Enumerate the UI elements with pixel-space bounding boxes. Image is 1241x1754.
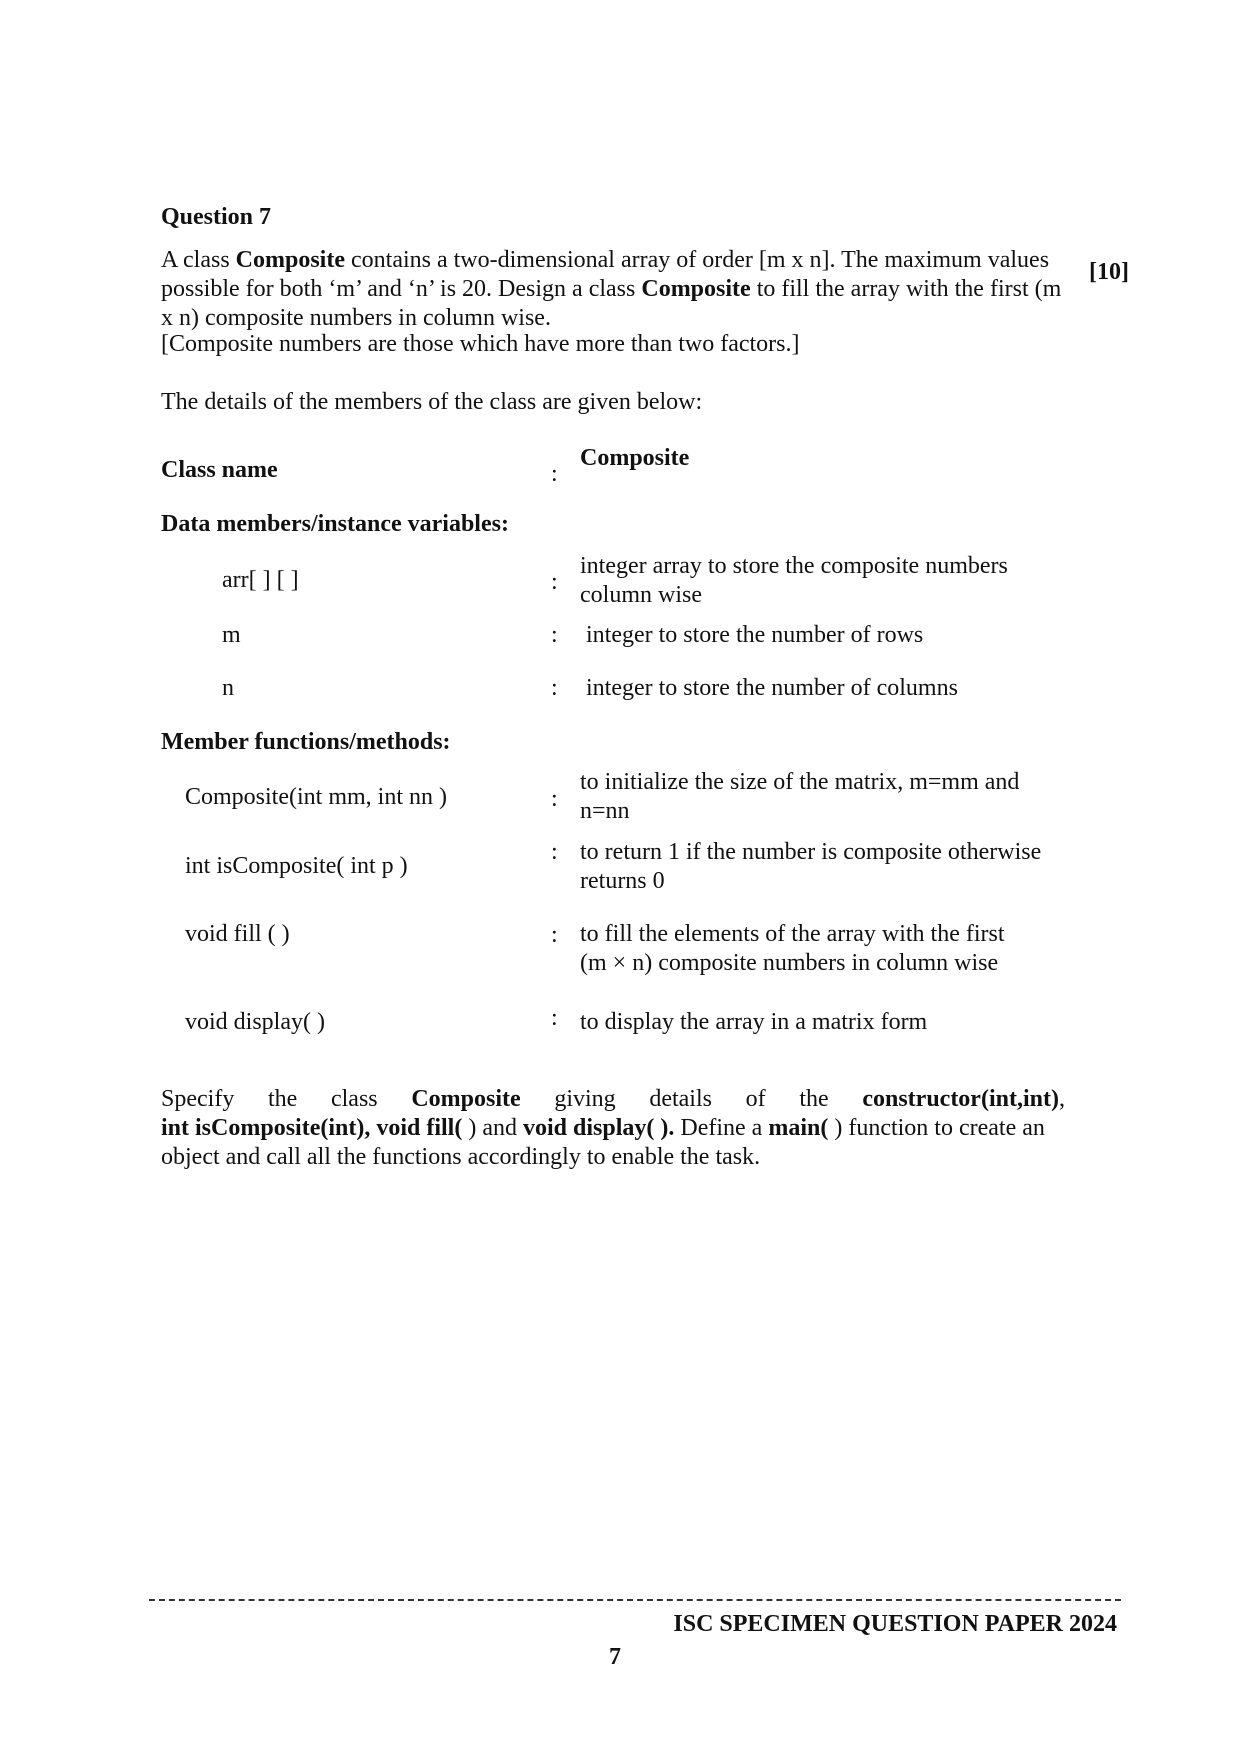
- data-member-desc: integer to store the number of rows: [580, 622, 924, 648]
- body-text: contains a two-dimensional array of order [m x n]. The maximum values possible for both ‘m’ and ‘n’ is 20. Design a class: [161, 247, 1050, 302]
- spec-line: object and call all the functions accordingly to enable the task.: [161, 1144, 761, 1170]
- specification-paragraph: [161, 1085, 1065, 1172]
- data-member-name: n: [222, 675, 234, 701]
- member-function-desc: to fill the elements of the array with the first (m × n) composite numbers in column wise: [580, 921, 1005, 976]
- question-marks: [10]: [1089, 259, 1129, 285]
- question-body: [161, 246, 1066, 333]
- member-function-desc: to display the array in a matrix form: [580, 1009, 928, 1035]
- footer-divider: [149, 1599, 1121, 1601]
- member-function-name: int isComposite( int p ): [185, 853, 408, 879]
- data-members-heading: Data members/instance variables:: [161, 511, 509, 537]
- spec-line: int isComposite(int), void fill( ) and void display( ). Define a main( ) function to create an: [161, 1115, 1045, 1141]
- page-number: 7: [609, 1644, 621, 1670]
- colon: :: [551, 569, 558, 595]
- data-member-name: m: [222, 622, 241, 648]
- data-member-desc: integer to store the number of columns: [580, 675, 958, 701]
- colon: :: [551, 1005, 558, 1031]
- member-function-desc: to return 1 if the number is composite otherwise returns 0: [580, 839, 1042, 894]
- data-member-desc: integer array to store the composite numbers column wise: [580, 553, 1008, 608]
- colon: :: [551, 922, 558, 948]
- data-member-name: arr[ ] [ ]: [222, 567, 299, 593]
- colon: :: [551, 675, 558, 701]
- spec-line: Specify the class Composite giving details of the constructor(int,int),: [161, 1086, 1065, 1112]
- class-name-label: Class name: [161, 457, 278, 483]
- question-title: Question 7: [161, 204, 272, 230]
- member-function-name: void display( ): [185, 1009, 325, 1035]
- class-name-bold: Composite: [641, 276, 751, 302]
- member-function-name: void fill ( ): [185, 921, 290, 947]
- colon: :: [551, 786, 558, 812]
- class-name-value: Composite: [580, 445, 690, 471]
- question-intro: The details of the members of the class are given below:: [161, 389, 703, 415]
- member-function-name: Composite(int mm, int nn ): [185, 784, 447, 810]
- class-name-bold: Composite: [235, 247, 345, 273]
- colon: :: [551, 839, 558, 865]
- question-note: [Composite numbers are those which have more than two factors.]: [161, 331, 800, 357]
- colon: :: [551, 461, 558, 487]
- body-text: A class: [161, 247, 236, 273]
- member-function-desc: to initialize the size of the matrix, m=mm and n=nn: [580, 769, 1020, 824]
- body-text: to fill the array with the first (m x n) composite numbers in column wise.: [161, 276, 1062, 331]
- member-functions-heading: Member functions/methods:: [161, 729, 451, 755]
- colon: :: [551, 622, 558, 648]
- footer-title: ISC SPECIMEN QUESTION PAPER 2024: [673, 1611, 1117, 1637]
